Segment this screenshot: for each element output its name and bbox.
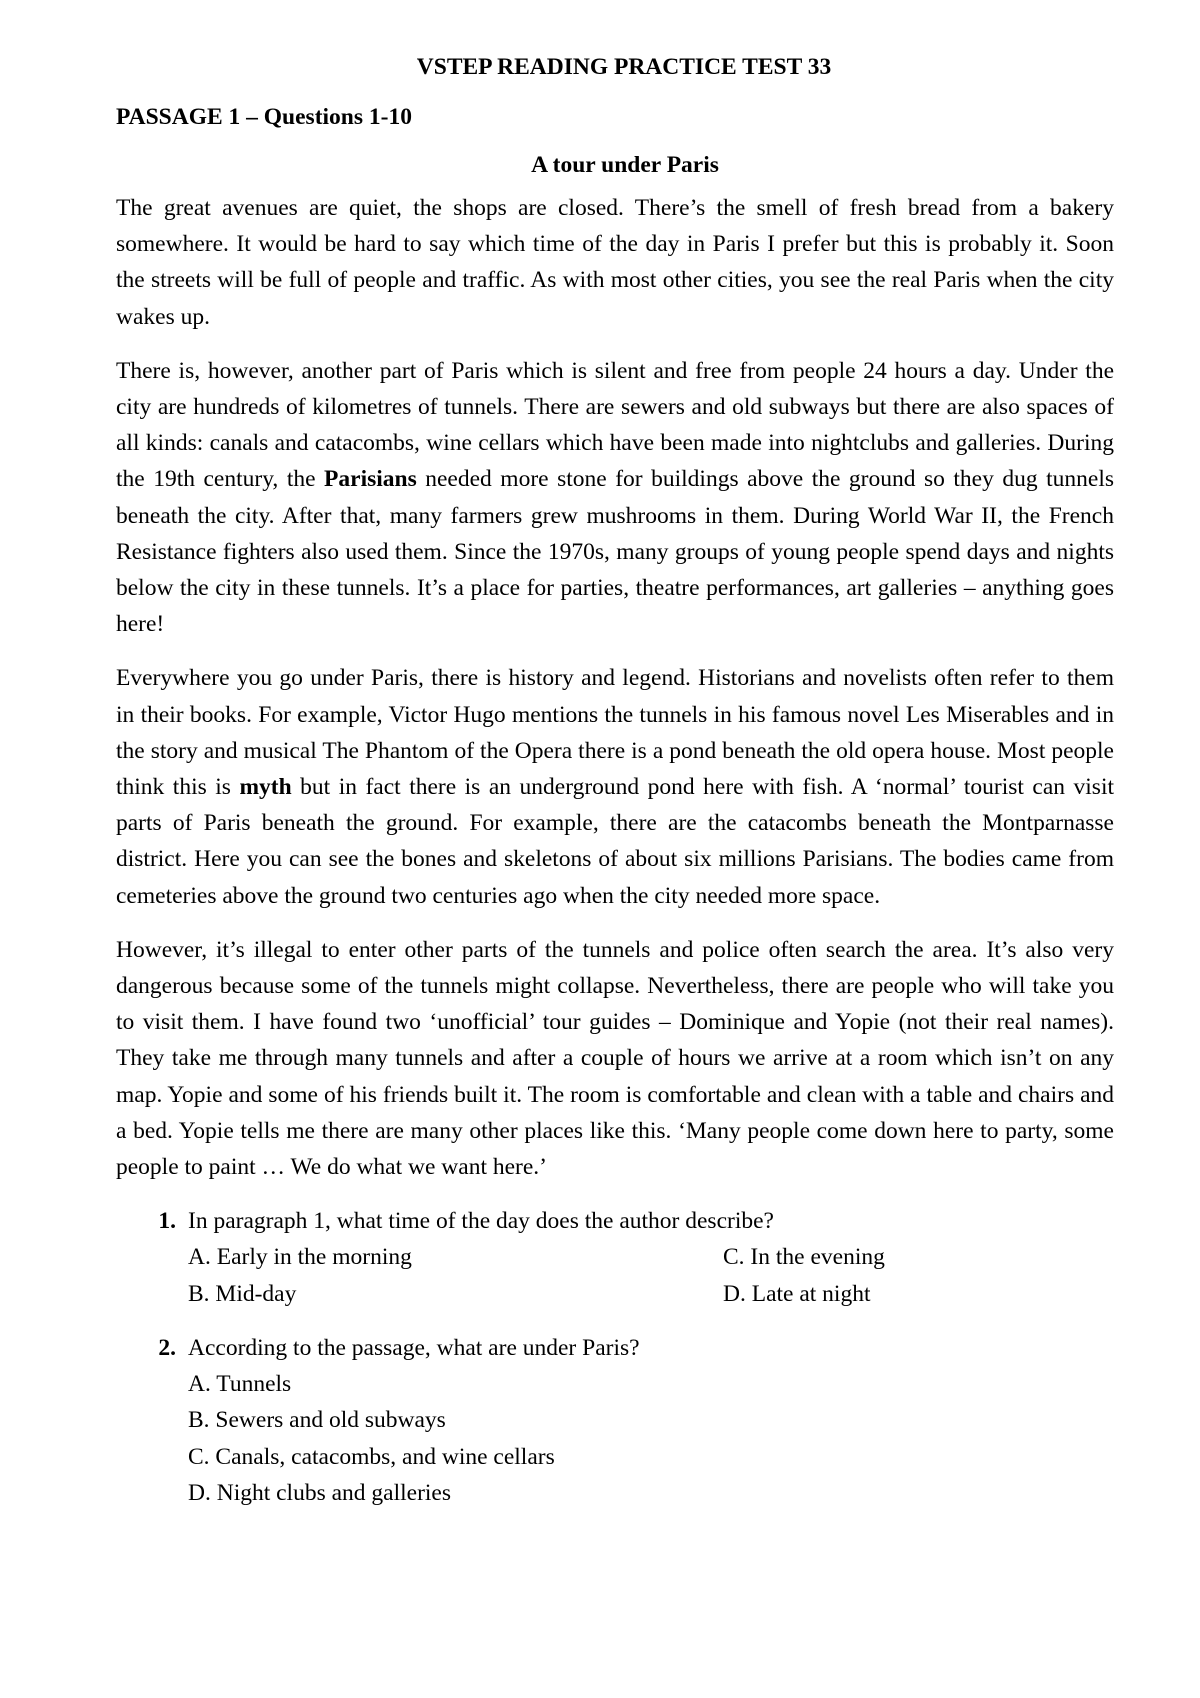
paragraph-3-text-after: but in fact there is an underground pond here with fish. A ‘normal’ tourist can visit parts of Paris beneath the ground. For example, there are the catacombs beneath the Montparnasse district. Here you can see the bones and skeletons of about six millions Parisians. The bodies came from cemeteries above the ground two centuries ago when the city needed more space. [116,774,1115,909]
question-2-body [188,1330,1114,1511]
question-1-options [188,1239,1114,1311]
passage-heading: PASSAGE 1 – Questions 1-10 [116,104,412,130]
question-2-number: 2. [158,1334,176,1361]
question-2-stem: According to the passage, what are under Paris? [188,1334,640,1361]
question-2-option-b[interactable]: B. Sewers and old subways [188,1407,446,1434]
question-2-option-a[interactable]: A. Tunnels [188,1371,292,1398]
paragraph-2 [116,353,1114,643]
paragraph-1-text: The great avenues are quiet, the shops are closed. There’s the smell of fresh bread from a bakery somewhere. It would be hard to say which time of the day in Paris I prefer but this is probably it. Soon the streets will be full of people and traffic. As with most other cities, you see the real Paris when the city wakes up. [116,195,1114,330]
paragraph-1 [116,190,1114,335]
question-1-option-a[interactable]: A. Early in the morning [188,1244,412,1271]
document-page [116,52,1114,1529]
paragraph-3 [116,660,1114,913]
question-2 [116,1330,1114,1511]
test-title: VSTEP READING PRACTICE TEST 33 [416,54,832,80]
question-1-stem: In paragraph 1, what time of the day does the author describe? [188,1208,774,1235]
paragraph-2-text-after: needed more stone for buildings above the ground so they dug tunnels beneath the city. After that, many farmers grew mushrooms in them. During World War II, the French Resistance fighters also used them. Since the 1970s, many groups of young people spend days and nights below the city in these tunnels. It’s a place for parties, theatre performances, art galleries – anything goes here! [116,466,1114,638]
question-1-option-b[interactable]: B. Mid-day [188,1280,297,1307]
question-2-option-d[interactable]: D. Night clubs and galleries [188,1479,452,1506]
paragraph-3-text-before: Everywhere you go under Paris, there is history and legend. Historians and novelists often refer to them in their books. For example, Victor Hugo mentions the tunnels in his famous novel Les Miserables and in the story and musical The Phantom of the Opera there is a pond beneath the old opera house. Most people think this is [116,665,1114,801]
question-1-option-c[interactable]: C. In the evening [723,1244,885,1271]
question-2-option-c[interactable]: C. Canals, catacombs, and wine cellars [188,1443,555,1470]
paragraph-4 [116,932,1114,1185]
paragraph-2-text-before: There is, however, another part of Paris which is silent and free from people 24 hours a day. Under the city are hundreds of kilometres of tunnels. There are sewers and old subways but there are also spaces of all kinds: canals and catacombs, wine cellars which have been made into nightclubs and galleries. During the 19th century, the [116,357,1114,493]
paragraph-4-text: However, it’s illegal to enter other parts of the tunnels and police often search the area. It’s also very dangerous because some of the tunnels might collapse. Nevertheless, there are people who will take you to visit them. I have found two ‘unofficial’ tour guides – Dominique and Yopie (not their real names). They take me through many tunnels and after a couple of hours we arrive at a room which isn’t on any map. Yopie and some of his friends built it. The room is comfortable and clean with a table and chairs and a bed. Yopie tells me there are many other places like this. ‘Many people come down here to party, some people to paint … We do what we want here.’ [116,936,1114,1181]
highlighted-word-myth: myth [239,774,292,801]
passage-title: A tour under Paris [531,152,719,178]
question-1-number: 1. [158,1208,176,1235]
question-2-options [188,1366,1114,1511]
question-list [116,1203,1114,1511]
question-1 [116,1203,1114,1312]
highlighted-word-parisians: Parisians [324,466,417,493]
question-1-option-d[interactable]: D. Late at night [723,1280,871,1307]
question-1-body [188,1203,1114,1312]
